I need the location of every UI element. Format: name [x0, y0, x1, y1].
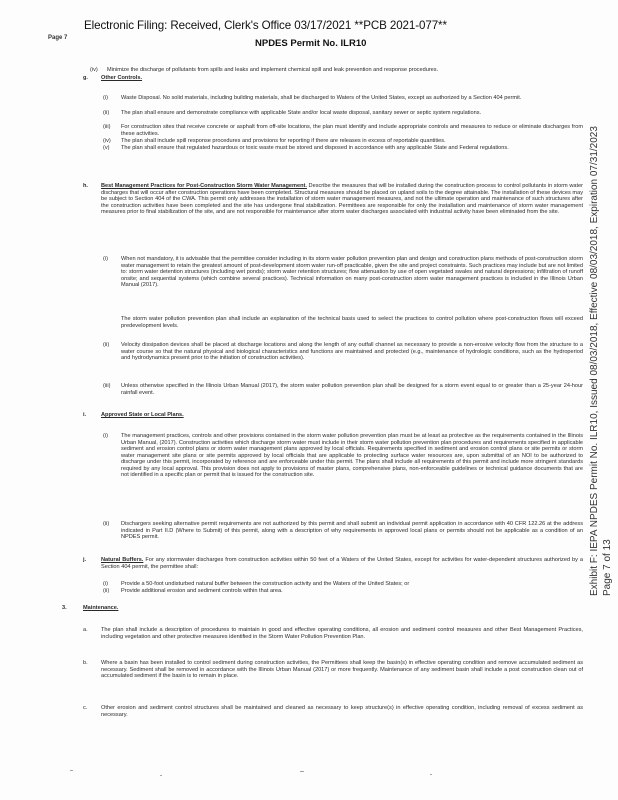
paragraph-text: When not mandatory, it is advisable that the permittee consider including in its storm water pollution prevention plan and design and construction plans methods of post-construction storm water management to retain the greatest amount of post-development storm water run-off practicable, given the site and project constraints. Such practices may include but are not limited to: storm water detention structures (including wet ponds); storm water retention structures; flow attenuation by use of open vegetated swales and natural depressions; infiltration of runoff onsite; and sequential systems (which combine several practices). Technical information on many post-construction storm water management practices is included in the Illinois Urban Manual (2017). [121, 256, 583, 288]
paragraph-text: Waste Disposal. No solid materials, including building materials, shall be discharged to Waters of the United States, except as authorized by a Section 404 permit. [121, 95, 522, 101]
paragraph-text: For construction sites that receive concrete or asphalt from off-site locations, the plan must identify and include appropriate controls and measures to reduce or eliminate discharges from these activities. [121, 124, 583, 137]
paragraph-body: Describe the measures that will be installed during the construction process to control pollutants in storm water discharges that will occur after construction operations have been completed. Structural measures should be placed on upland soils to the degree attainable. The installation of these devices may be subject to Section 404 of the CWA. This permit only addresses the installation of storm water management measures, and not the ultimate operation and maintenance of such structures after the construction activities have been completed and the site has undergone final stabilization. Permittees are responsible for only the installation and maintenance of storm water management measures prior to final stabilization of the site, and are not responsible for maintenance after storm water discharges associated with industrial activity have been eliminated from the site. [101, 183, 583, 215]
section-marker: 3. [62, 605, 67, 611]
paragraph-text: The plan shall ensure that regulated hazardous or toxic waste must be stored and disposed in accordance with any applicable State and Federal regulations. [121, 145, 509, 151]
paragraph-text: Provide a 50-foot undisturbed natural buffer between the construction activity and the Waters of the United States; or [121, 581, 410, 587]
section-marker: i. [83, 412, 87, 418]
paragraph-text [101, 557, 583, 570]
section-heading: Natural Buffers. [101, 557, 144, 563]
item-marker: (ii) [103, 110, 110, 116]
paragraph-text: The plan shall ensure and demonstrate compliance with applicable State and/or local waste disposal, sanitary sewer or septic system regulations. [121, 110, 482, 116]
page-label: Page 7 [48, 35, 68, 41]
section-marker: g. [83, 75, 88, 81]
item-marker: b. [83, 660, 88, 666]
paragraph-text: Velocity dissipation devices shall be placed at discharge locations and along the length of any outfall channel as necessary to provide a non-erosive velocity flow from the structure to a water course so that the natural physical and biological characteristics and functions are maintained and protected (e.g., maintenance of hydrologic conditions, such as the hydroperiod and hydrodynamics present prior to the initiation of construction activities). [121, 342, 583, 361]
scan-artifact [430, 774, 432, 775]
section-heading: Approved State or Local Plans. [101, 412, 184, 418]
section-heading: Best Management Practices for Post-Construction Storm Water Management. [101, 183, 307, 189]
item-marker: (v) [103, 145, 110, 151]
paragraph-text: The plan shall include a description of procedures to maintain in good and effective operating conditions, all erosion and sediment control measures and other Best Management Practices, including vegetation and other protective measures identified in the Storm Water Pollution Prevention Plan. [101, 627, 583, 640]
item-marker: (i) [103, 581, 108, 587]
item-marker: (ii) [103, 342, 110, 348]
paragraph-text: Other erosion and sediment control structures shall be maintained and cleaned as necessary to keep structure(s) in effective operating condition, including removal of excess sediment as necessary. [101, 705, 583, 718]
section-heading: Maintenance. [83, 605, 119, 611]
exhibit-label: Exhibit F: IEPA NPDES Permit No. ILR10, Issued 08/03/2018, Effective 08/03/2018, Expiration 07/31/2023 [589, 126, 600, 596]
paragraph-text: Dischargers seeking alternative permit requirements are not authorized by this permit and shall submit an individual permit application in accordance with 40 CFR 122.26 at the address indicated in Part II.D (Where to Submit) of this permit, along with a description of why requirements in approved local plans or permits should not be applicable as a condition of an NPDES permit. [121, 521, 583, 540]
section-heading: Other Controls. [101, 75, 143, 81]
section-marker: j. [83, 557, 87, 563]
paragraph-text: The management practices, controls and other provisions contained in the storm water pollution prevention plan must be at least as protective as the requirements contained in the Illinois Urban Manual, (2017). Construction activities which discharge storm water must include in their storm water pollution prevention plan procedures and requirements specified in applicable sediment and erosion control plans or storm water management plans approved by local officials. Requirements specified in sediment and erosion control plans or site permits or storm water management site plans or site permits approved by local officials that are applicable to protecting surface water resources are, upon submittal of an NOI to be authorized to discharge under this permit, incorporated by reference and are enforceable under this permit. The plans shall include all requirements of this permit and include more stringent standards required by any local approval. This provision does not apply to provisions of master plans, comprehensive plans, non-enforceable guidelines or technical guidance documents that are not identified in a specific plan or permit that is issued for the construction site. [121, 433, 583, 478]
exhibit-page-number: Page 7 of 13 [602, 539, 613, 596]
filing-stamp: Electronic Filing: Received, Clerk's Office 03/17/2021 **PCB 2021-077** [84, 19, 447, 32]
paragraph-text: The plan shall include spill response procedures and provisions for reporting if there are releases in excess of reportable quantities. [121, 138, 446, 144]
item-marker: (iii) [103, 124, 111, 130]
paragraph-text: Minimize the discharge of pollutants from spills and leaks and implement chemical spill and leak prevention and response procedures. [107, 67, 439, 73]
scan-artifact [300, 771, 304, 772]
item-marker: a. [83, 627, 88, 633]
paragraph-text: Provide additional erosion and sediment controls within that area. [121, 588, 283, 594]
item-marker: (i) [103, 95, 108, 101]
section-marker: h. [83, 183, 88, 189]
scan-artifact [70, 770, 73, 771]
paragraph-text: Unless otherwise specified in the Illinois Urban Manual (2017), the storm water pollution prevention plan shall be designed for a storm event equal to or greater than a 25-year 24-hour rainfall event. [121, 383, 583, 396]
paragraph-text [101, 183, 583, 216]
paragraph-text: The storm water pollution prevention plan shall include an explanation of the technical basis used to select the practices to control pollution where post-construction flows will exceed predevelopment levels. [121, 316, 583, 329]
item-marker: (ii) [103, 521, 110, 527]
item-marker: (iii) [103, 383, 111, 389]
permit-number: NPDES Permit No. ILR10 [255, 38, 367, 49]
item-marker: (i) [103, 433, 108, 439]
item-marker: (ii) [103, 588, 110, 594]
scan-artifact [160, 775, 162, 776]
paragraph-text: Where a basin has been installed to control sediment during construction activities, the Permittees shall keep the basin(s) in effective operating condition and remove accumulated sediment as necessary. Sediment shall be removed in accordance with the Illinois Urban Manual (2017) or more frequently. Maintenance of any sediment basin shall include a post construction clean out of accumulated sediment if the basin is to remain in place. [101, 660, 583, 679]
item-marker: c. [83, 705, 88, 711]
paragraph-body: For any stormwater discharges from construction activities within 50 feet of a Waters of the United States, except for activities for water-dependent structures authorized by a Section 404 permit, the permittee shall: [101, 557, 583, 570]
item-marker: (iv) [103, 138, 111, 144]
item-marker: (iv) [90, 67, 98, 73]
item-marker: (i) [103, 256, 108, 262]
